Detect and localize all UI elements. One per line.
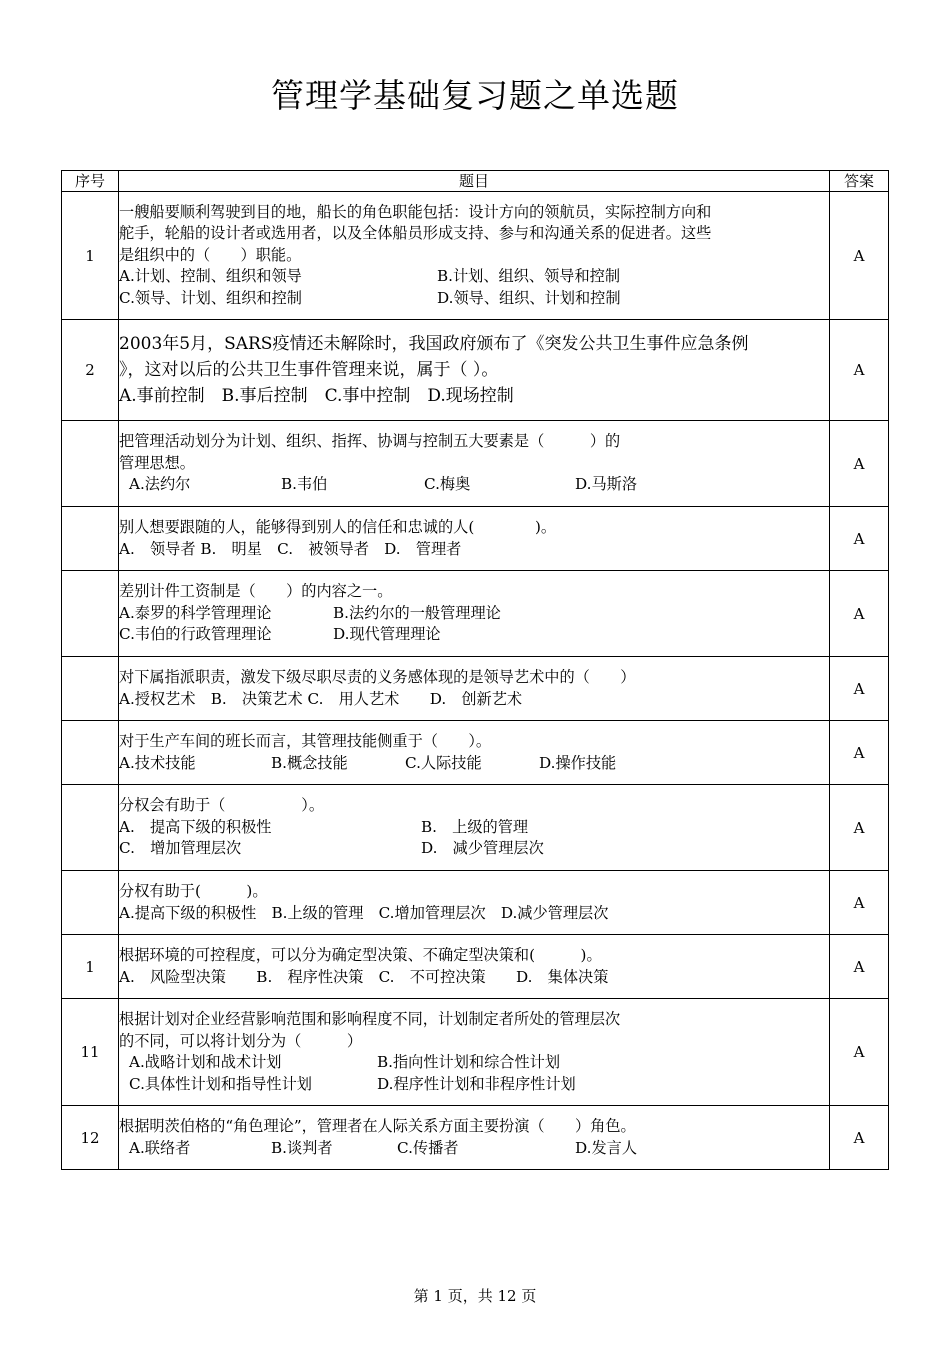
answer-cell: A (830, 871, 889, 935)
table-row (62, 785, 889, 871)
question-text: 把管理活动划分为计划、组织、指挥、协调与控制五大要素是（ ）的 (119, 432, 621, 451)
table-row (62, 999, 889, 1106)
question-number: 1 (62, 935, 119, 999)
table-row (62, 571, 889, 657)
question-cell (119, 657, 830, 721)
page-title: 管理学基础复习题之单选题 (271, 76, 679, 115)
answer-cell: A (830, 935, 889, 999)
options-line: A.提高下级的积极性 B.上级的管理 C.增加管理层次 D.减少管理层次 (119, 903, 609, 922)
question-cell (119, 935, 830, 999)
option: D.发言人 (575, 1138, 638, 1157)
option: A.联络者 (129, 1138, 191, 1157)
option: B. 上级的管理 (421, 817, 529, 836)
option: C.具体性计划和指导性计划 (129, 1074, 312, 1093)
question-number (62, 871, 119, 935)
question-cell (119, 507, 830, 571)
table-row (62, 871, 889, 935)
option: B.指向性计划和综合性计划 (377, 1053, 561, 1071)
option: D.程序性计划和非程序性计划 (377, 1074, 576, 1093)
header-num: 序号 (62, 171, 119, 192)
option: D. 减少管理层次 (421, 839, 544, 858)
question-cell (119, 1106, 830, 1170)
option: D.操作技能 (539, 753, 617, 772)
page-footer: 第 1 页，共 12 页 (413, 1287, 537, 1305)
option: C. 增加管理层次 (119, 839, 242, 858)
question-cell (119, 999, 830, 1106)
question-number (62, 721, 119, 785)
option: C.梅奥 (424, 475, 471, 494)
option: B.韦伯 (281, 475, 328, 494)
option: C.人际技能 (405, 753, 482, 772)
options-line: A. 风险型决策 B. 程序性决策 C. 不可控决策 D. 集体决策 (119, 967, 609, 986)
question-text: 的不同，可以将计划分为（ ） (119, 1031, 362, 1050)
answer-cell: A (830, 657, 889, 721)
question-text: 对于生产车间的班长而言，其管理技能侧重于（ ）。 (119, 732, 492, 750)
option: A. 提高下级的积极性 (119, 817, 272, 836)
answer-cell: A (830, 785, 889, 871)
table-row (62, 657, 889, 721)
question-cell (119, 785, 830, 871)
question-number (62, 421, 119, 507)
question-text: 舵手，轮船的设计者或选用者，以及全体船员形成支持、参与和沟通关系的促进者。这些 (119, 224, 712, 243)
question-text: 根据环境的可控程度，可以分为确定型决策、不确定型决策和( )。 (119, 946, 602, 964)
question-number (62, 785, 119, 871)
option: D.领导、组织、计划和控制 (437, 288, 621, 307)
table-row (62, 192, 889, 320)
question-table (61, 170, 889, 1170)
option: B.概念技能 (271, 753, 348, 772)
question-cell (119, 571, 830, 657)
answer-cell: A (830, 999, 889, 1106)
question-text: 管理思想。 (119, 453, 195, 472)
question-number: 11 (62, 999, 119, 1106)
table-row (62, 421, 889, 507)
question-cell (119, 721, 830, 785)
question-text: 根据明茨伯格的“角色理论”，管理者在人际关系方面主要扮演（ ）角色。 (119, 1117, 636, 1135)
table-row (62, 1106, 889, 1170)
table-row (62, 721, 889, 785)
header-question: 题目 (119, 171, 830, 192)
question-text: 》，这对以后的公共卫生事件管理来说，属于（ ）。 (119, 360, 499, 380)
header-answer: 答案 (830, 171, 889, 192)
question-text: 分权会有助于（ ）。 (119, 796, 325, 815)
question-text: 2003年5月，SARS疫情还未解除时，我国政府颁布了《突发公共卫生事件应急条例 (119, 334, 749, 354)
options-line: A. 领导者 B. 明星 C. 被领导者 D. 管理者 (119, 539, 462, 558)
option: B.谈判者 (271, 1138, 333, 1157)
table-row (62, 320, 889, 421)
question-text: 分权有助于( )。 (119, 882, 268, 900)
answer-cell: A (830, 421, 889, 507)
option: D.现代管理理论 (333, 625, 441, 644)
option: C.传播者 (397, 1138, 459, 1157)
option: C.韦伯的行政管理理论 (119, 625, 272, 644)
option: A.泰罗的科学管理理论 (119, 603, 272, 622)
question-number: 1 (62, 192, 119, 320)
question-number (62, 571, 119, 657)
question-text: 差别计件工资制是（ ）的内容之一。 (119, 582, 393, 601)
question-text: 根据计划对企业经营影响范围和影响程度不同，计划制定者所处的管理层次 (119, 1010, 621, 1028)
option: A.战略计划和战术计划 (129, 1053, 282, 1071)
option: B.计划、组织、领导和控制 (437, 267, 621, 286)
question-number (62, 657, 119, 721)
answer-cell: A (830, 1106, 889, 1170)
table-row (62, 935, 889, 999)
table-row (62, 507, 889, 571)
question-number: 12 (62, 1106, 119, 1170)
option: C.领导、计划、组织和控制 (119, 288, 302, 307)
question-cell (119, 192, 830, 320)
option: A.计划、控制、组织和领导 (119, 267, 302, 286)
question-text: 一艘船要顺利驾驶到目的地，船长的角色职能包括：设计方向的领航员，实际控制方向和 (119, 202, 712, 221)
answer-cell: A (830, 571, 889, 657)
question-cell (119, 320, 830, 421)
option: D.马斯洛 (575, 475, 638, 494)
answer-cell: A (830, 320, 889, 421)
question-text: 对下属指派职责，激发下级尽职尽责的义务感体现的是领导艺术中的（ ） (119, 668, 636, 686)
option: B.法约尔的一般管理理论 (333, 603, 501, 622)
question-text: 是组织中的（ ）职能。 (119, 245, 302, 264)
question-number: 2 (62, 320, 119, 421)
question-text: 别人想要跟随的人，能够得到别人的信任和忠诚的人( )。 (119, 518, 557, 536)
table-header-row (62, 171, 889, 192)
options-line: A.授权艺术 B. 决策艺术 C. 用人艺术 D. 创新艺术 (119, 689, 523, 708)
answer-cell: A (830, 721, 889, 785)
question-cell (119, 871, 830, 935)
question-number (62, 507, 119, 571)
option: A.法约尔 (129, 475, 191, 494)
question-cell (119, 421, 830, 507)
answer-cell: A (830, 507, 889, 571)
answer-cell: A (830, 192, 889, 320)
option: A.技术技能 (119, 753, 196, 772)
options-line: A.事前控制 B.事后控制 C.事中控制 D.现场控制 (119, 386, 514, 406)
